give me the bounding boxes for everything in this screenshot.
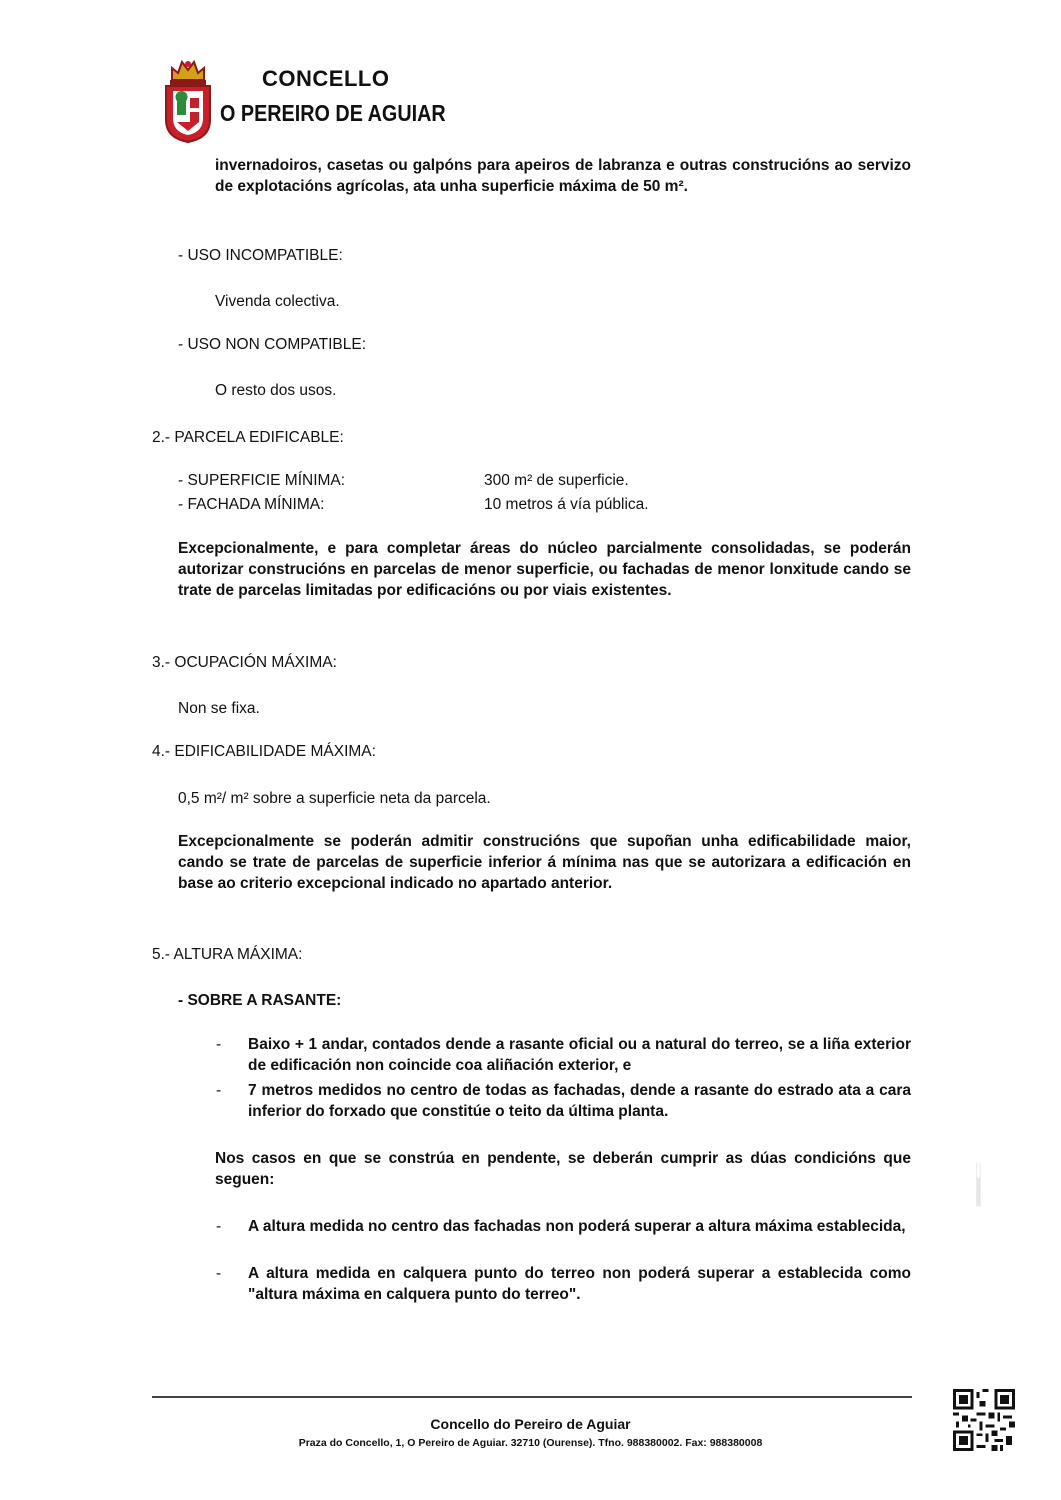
bullet-mark: -	[216, 1082, 222, 1099]
superficie-minima-label: - SUPERFICIE MÍNIMA:	[178, 472, 346, 489]
uso-incompatible-value: Vivenda colectiva.	[215, 293, 340, 310]
document-header	[162, 58, 482, 148]
section-4-value: 0,5 m²/ m² sobre a superficie neta da parcela.	[178, 790, 491, 807]
section-5-title: 5.- ALTURA MÁXIMA:	[152, 946, 303, 963]
footer-address: Praza do Concello, 1, O Pereiro de Aguiar. 32710 (Ourense). Tfno. 988380002. Fax: 988380008	[298, 1437, 763, 1449]
pendente-note: Nos casos en que se constrúa en pendente, se deberán cumprir as dúas condicións que seguen:	[215, 1150, 911, 1188]
list-item: Baixo + 1 andar, contados dende a rasante oficial ou a natural do terreo, se a liña exterior de edificación non coincide coa aliñación exterior, e	[248, 1036, 911, 1074]
sobre-rasante-label: - SOBRE A RASANTE:	[178, 992, 342, 1009]
section-2-note: Excepcionalmente, e para completar áreas do núcleo parcialmente consolidadas, se poderán autorizar construcións en parcelas de menor superficie, ou fachadas de menor lonxitude cando se trate de parcelas limitadas por edificacións ou por viais existentes.	[178, 540, 911, 599]
org-name-line2: O PEREIRO DE AGUIAR	[220, 100, 446, 126]
footer-org-name: Concello do Pereiro de Aguiar	[430, 1416, 631, 1432]
bullet-mark: -	[216, 1218, 222, 1235]
municipal-crest-icon	[162, 58, 214, 144]
bullet-mark: -	[216, 1265, 222, 1282]
footer-divider	[152, 1396, 912, 1398]
list-item: A altura medida no centro das fachadas non poderá superar a altura máxima establecida,	[248, 1218, 906, 1235]
section-4-note: Excepcionalmente se poderán admitir construcións que supoñan unha edificabilidade maior, cando se trate de parcelas de superficie inferior á mínima nas que se autorizara a edificación en base ao criterio excepcional indicado no apartado anterior.	[178, 833, 911, 892]
verification-side-stamp	[976, 945, 1021, 1385]
list-item: A altura medida en calquera punto do terreo non poderá superar a establecida como "altura máxima en calquera punto do terreo".	[248, 1265, 911, 1303]
list-item: 7 metros medidos no centro de todas as fachadas, dende a rasante do estrado ata a cara inferior do forxado que constitúe o teito da última planta.	[248, 1082, 911, 1120]
org-name-line1: CONCELLO	[262, 66, 390, 91]
uso-non-compatible-value: O resto dos usos.	[215, 382, 337, 399]
section-3-value: Non se fixa.	[178, 700, 260, 717]
uso-incompatible-label: - USO INCOMPATIBLE:	[178, 247, 343, 264]
section-4-title: 4.- EDIFICABILIDADE MÁXIMA:	[152, 743, 376, 760]
section-3-title: 3.- OCUPACIÓN MÁXIMA:	[152, 654, 337, 671]
fachada-minima-label: - FACHADA MÍNIMA:	[178, 496, 325, 513]
bullet-mark: -	[216, 1036, 222, 1053]
uso-non-compatible-label: - USO NON COMPATIBLE:	[178, 336, 367, 353]
section-2-title: 2.- PARCELA EDIFICABLE:	[152, 429, 344, 446]
superficie-minima-value: 300 m² de superficie.	[484, 472, 629, 489]
intro-paragraph: invernadoiros, casetas ou galpóns para apeiros de labranza e outras construcións ao servizo de explotacións agrícolas, ata unha superficie máxima de 50 m².	[215, 157, 911, 195]
fachada-minima-value: 10 metros á vía pública.	[484, 496, 649, 513]
